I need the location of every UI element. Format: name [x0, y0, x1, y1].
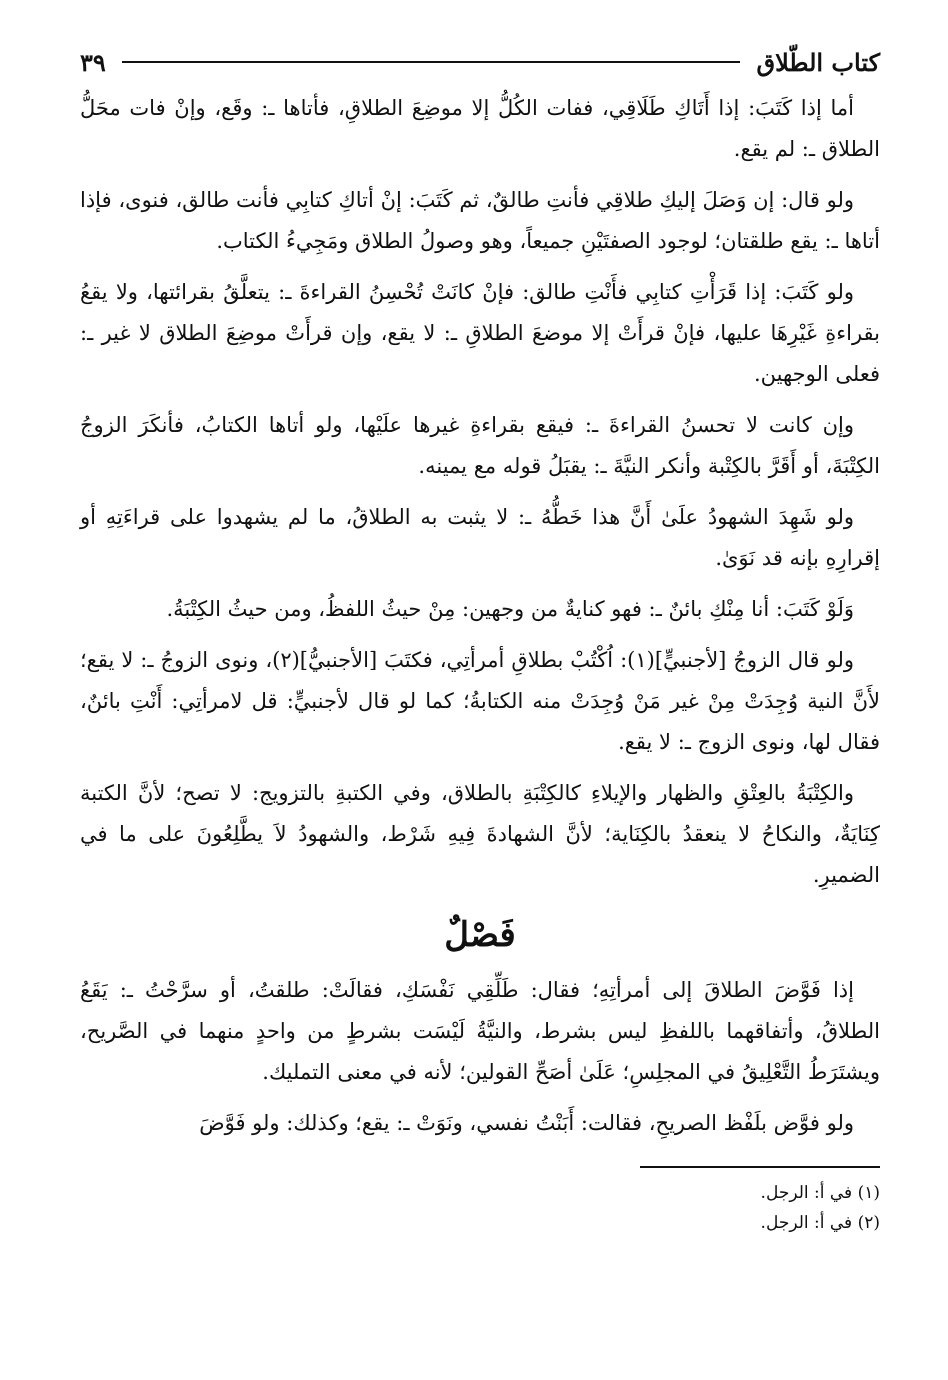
running-title: كتاب الطّلاق — [756, 47, 880, 77]
footnote: (٢) في أ: الرجل. — [760, 1213, 880, 1233]
paragraph: وإن كانت لا تحسنُ القراءةَ ـ: فيقع بقراءةِ غيرها علَيْها، ولو أتاها الكتابُ، فأنكَرَ الزوجُ الكِتْبَةَ، أو أَقَرَّ بالكِتْبة وأنكر النيَّةَ ـ: يقبَلُ قوله مع يمينه. — [80, 413, 880, 478]
paragraph: ولو قال الزوجُ [لأجنبيٍّ](١): اُكْتُبْ بطلاقِ أمرأتِي، فكتَبَ [الأجنبيُّ](٢)، ونوى الزوجُ ـ: لا يقع؛ لأَنَّ النية وُجِدَتْ مِنْ غير مَنْ وُجِدَتْ منه الكتابةُ؛ كما لو قال لأجنبيٍّ: قل لامرأتِي: أَنْتِ بائنٌ، فقال لها، ونوى الزوج ـ: لا يقع. — [80, 648, 880, 754]
book-page — [80, 40, 880, 1360]
footnote-rule — [640, 1166, 880, 1168]
paragraph: أما إذا كَتَبَ: إذا أَتَاكِ طَلَاقِي، ففات الكُلُّ إلا موضِعَ الطلاقِ، فأتاها ـ: وقَع، وإنْ فات محَلُّ الطلاق ـ: لم يقع. — [80, 96, 880, 161]
page-header — [80, 40, 880, 84]
paragraph: ولو شَهِدَ الشهودُ علَىٰ أَنَّ هذا خَطُّهُ ـ: لا يثبت به الطلاقُ، ما لم يشهدوا على قراءَتِهِ أو إقرارِهِ بإنه قد نَوَىٰ. — [80, 505, 880, 570]
main-text — [80, 88, 880, 1144]
header-rule — [122, 61, 741, 63]
paragraph: ولو قال: إن وَصَلَ إليكِ طلاقِي فأنتِ طالقٌ، ثم كَتَبَ: إنْ أتاكِ كتابِي فأنت طالق، فنوى، فإذا أتاها ـ: يقع طلقتان؛ لوجود الصفتَيْنِ جميعاً، وهو وصولُ الطلاق ومَجِيءُ الكتاب. — [80, 188, 880, 253]
paragraph: وَلَوْ كَتَبَ: أنا مِنْكِ بائنٌ ـ: فهو كنايةٌ من وجهين: مِنْ حيثُ اللفظُ، ومن حيثُ الكِتْبَةُ. — [166, 597, 854, 621]
footnote: (١) في أ: الرجل. — [760, 1183, 880, 1203]
paragraph: إذا فَوَّضَ الطلاقَ إلى أمرأتِهِ؛ فقال: طَلِّقِي نَفْسَكِ، فقالَتْ: طلقتُ، أو سرَّحْتُ ـ: يَقَعُ الطلاقُ، وأتفاقهما باللفظِ ليس بشرط، والنيَّةُ لَيْسَت بشرطٍ من واحدٍ منهما في الصَّريح، ويشتَرَطُ التَّعْلِيقُ في المجلِسِ؛ عَلَىٰ أصَحِّ القولين؛ لأنه في معنى التمليك. — [80, 978, 880, 1084]
footnotes — [80, 1178, 880, 1238]
paragraph: ولو فوَّض بلَفْظ الصريحِ، فقالت: أَبَنْتُ نفسي، ونَوَتْ ـ: يقع؛ وكذلك: ولو فَوَّضَ — [199, 1111, 854, 1135]
section-heading: فَصْلٌ — [444, 915, 516, 955]
paragraph: ولو كَتَبَ: إذا قَرَأْتِ كتابِي فأَنْتِ طالق: فإنْ كانَتْ تُحْسِنُ القراءةَ ـ: يتعلَّقُ بقرائتها، ولا يقعُ بقراءةِ غَيْرِهَا عليها، فإنْ قرأَتْ إلا موضعَ الطلاقِ ـ: لا يقع، وإن قرأَتْ موضِعَ الطلاق لا غير ـ: فعلى الوجهين. — [80, 280, 880, 386]
page-number: ٣٩ — [80, 47, 106, 77]
paragraph: والكِتْبَةُ بالعِتْقِ والظهار والإيلاءِ كالكِتْبَةِ بالطلاق، وفي الكتبةِ بالتزويج: لا تصح؛ لأنَّ الكتبة كِنَايَةٌ، والنكاحُ لا ينعقدُ بالكِنَاية؛ لأنَّ الشهادةَ فِيهِ شَرْط، والشهودُ لاَ يطَّلِعُونَ على ما في الضميرِ. — [80, 781, 880, 887]
